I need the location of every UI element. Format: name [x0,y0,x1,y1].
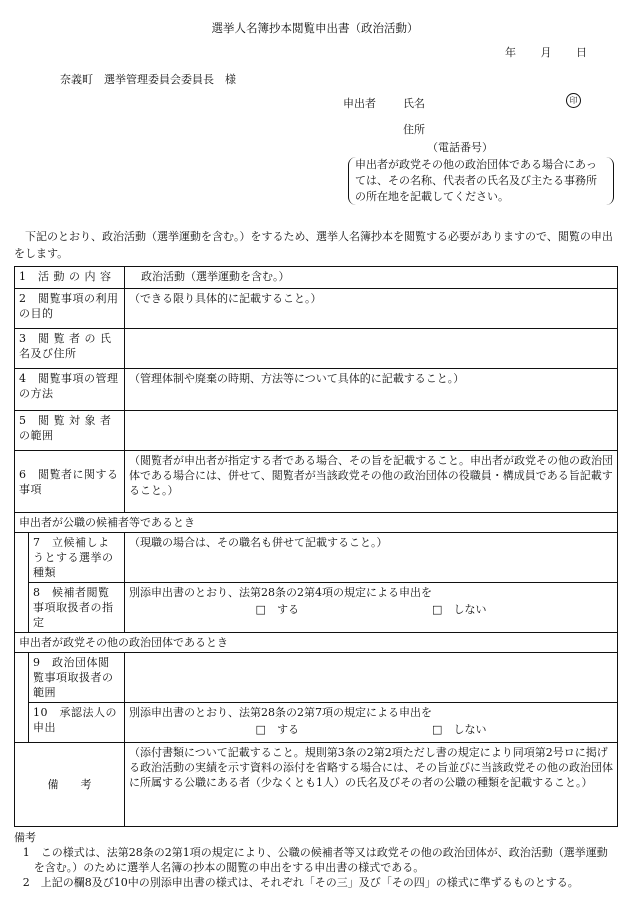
address-label: 住所 [403,123,425,136]
row-value-activity: 政治活動（選挙運動を含む。） [125,267,618,289]
row-label-scope: 5 閲 覧 対 象 者 の範囲 [15,411,125,451]
footnote-item: 2 上記の欄8及び10中の別添申出書の様式は、それぞれ「その三」及び「その四」の様式に準ずるものとする。 [22,876,579,889]
row-value-purpose[interactable]: （できる限り具体的に記載すること。） [125,289,618,329]
row-value-remarks[interactable]: （添付書類について記載すること。規則第3条の2第2項ただし書の規定により同項第2号ロに掲げる政治活動の実績を示す資料の添付を省略する場合には、その旨並びに当該政党その他の政治団体に所属する公職にある者（少なくとも1人）の氏名及びその者の公職の種類を記載すること。） [125,743,618,827]
table-row [15,267,618,289]
addressee: 奈義町 選挙管理委員会委員長 様 [60,73,236,86]
table-row [15,653,618,703]
footnotes [14,830,618,890]
row-label-approved-corp: 10 承認法人の申出 [29,703,125,743]
table-row [15,533,618,583]
row-label-management: 4 閲覧事項の管理の方法 [15,369,125,411]
row-label-viewer-info: 6 閲覧者に関する事項 [15,451,125,513]
row-value-election-type[interactable]: （現職の場合は、その職名も併せて記載すること。） [125,533,618,583]
applicant-bracket-note: 申出者が政党その他の政治団体である場合にあっては、その名称、代表者の氏名及び主たる事務所の所在地を記載してください。 [348,157,614,205]
row-label-candidate-handler: 8 候補者閲覧事項取扱者の指定 [29,583,125,633]
table-row [15,703,618,743]
row-label-party-handler: 9 政治団体閲覧事項取扱者の範囲 [29,653,125,703]
seal-mark: 印 [566,93,581,108]
row-value-candidate-handler [125,583,618,633]
approved-corp-yes-checkbox[interactable]: □ する [255,723,299,736]
row-value-management[interactable]: （管理体制や廃棄の時期、方法等について具体的に記載すること。） [125,369,618,411]
row-label-purpose: 2 閲覧事項の利用の目的 [15,289,125,329]
date-day: 日 [575,46,587,59]
candidate-handler-yes-checkbox[interactable]: □ する [255,603,299,616]
row-label-activity: 1 活 動 の 内 容 [15,267,125,289]
row-value-approved-corp [125,703,618,743]
phone-label: （電話番号） [427,141,493,154]
section-header-party-text: 申出者が政党その他の政治団体であるとき [15,633,618,653]
section-header-candidate [15,513,618,533]
row-value-party-handler[interactable] [125,653,618,703]
date-month: 月 [540,46,552,59]
row-value-scope[interactable] [125,411,618,451]
table-row [15,369,618,411]
table-row [15,743,618,827]
intro-paragraph: 下記のとおり、政治活動（選挙運動を含む。）をするため、選挙人名簿抄本を閲覧する必要がありますので、閲覧の申出をします。 [14,230,613,260]
footnotes-heading: 備考 [14,831,36,844]
approved-corp-text: 別添申出書のとおり、法第28条の2第7項の規定による申出を [129,706,432,719]
application-form-table [14,266,618,827]
row-value-viewer-info[interactable]: （閲覧者が申出者が指定する者である場合、その旨を記載すること。申出者が政党その他の政治団体である場合には、併せて、閲覧者が当該政党その他の政治団体の役職員・構成員である旨記載すること。） [125,451,618,513]
candidate-handler-no-checkbox[interactable]: □ しない [432,603,487,616]
row-label-election-type: 7 立候補しようとする選挙の種類 [29,533,125,583]
table-row [15,289,618,329]
name-label: 氏名 [403,97,425,110]
row-label-viewer: 3 閲 覧 者 の 氏 名及び住所 [15,329,125,369]
table-row [15,583,618,633]
date-line [505,44,587,60]
date-year: 年 [505,46,516,59]
table-row [15,451,618,513]
document-title: 選挙人名簿抄本閲覧申出書（政治活動） [211,21,419,35]
applicant-label: 申出者 [343,97,376,110]
footnote-item: 1 この様式は、法第28条の2第1項の規定により、公職の候補者等又は政党その他の政治団体が、政治活動（選挙運動を含む。）のために選挙人名簿の抄本の閲覧の申出をする申出書の様式である。 [22,846,608,874]
section-header-party [15,633,618,653]
row-value-viewer[interactable] [125,329,618,369]
table-row [15,329,618,369]
approved-corp-no-checkbox[interactable]: □ しない [432,723,487,736]
table-row [15,411,618,451]
section-header-candidate-text: 申出者が公職の候補者等であるとき [15,513,618,533]
row-label-remarks: 備 考 [15,743,125,827]
candidate-handler-text: 別添申出書のとおり、法第28条の2第4項の規定による申出を [129,586,432,599]
